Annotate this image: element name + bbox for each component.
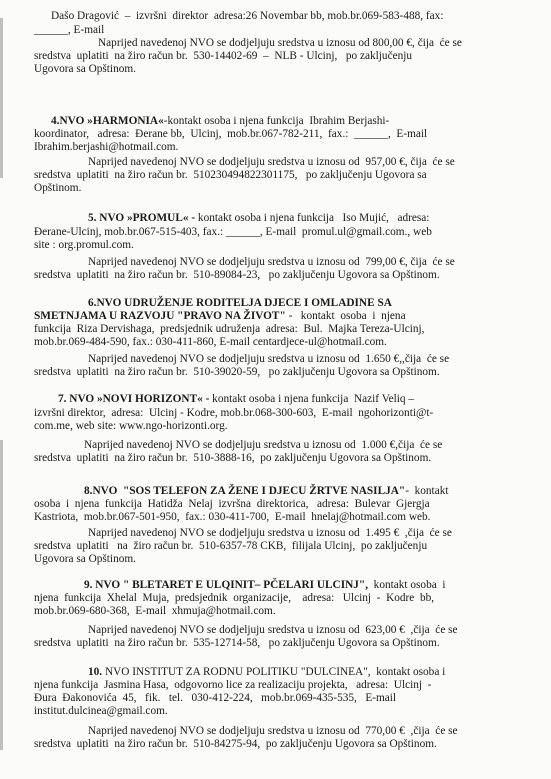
entry-contact-line: Ibrahim.berjashi@hotmail.com.: [34, 141, 179, 153]
entry-heading: 8.NVO "SOS TELEFON ZA ŽENE I DJECU ŽRTVE NASILJA": [84, 485, 406, 497]
entry-contact-line: Đerane-Ulcinj, mob.br.067-515-403, fax.: ______, E-mail promul.ul@gmail.com., web: [34, 226, 432, 238]
entry-heading: 5. NVO »PROMUL« -: [88, 212, 196, 224]
entry-contact-line: site : org.promul.com.: [34, 239, 134, 251]
entry-contact-line: Kastriota, mob.br.067-501-950, fax.: 030-411-700, E-mail hnelaj@hotmail.com web.: [34, 511, 431, 523]
entry-contact-line: Dašo Dragović – izvršni direktor adresa:26 Novembar bb, mob.br.069-583-488, fax:: [51, 10, 444, 22]
entry-first-line: [84, 579, 446, 592]
entry-contact-line: institut.dulcinea@gmail.com.: [34, 705, 168, 717]
entry-contact-line: izvršni direktor, adresa: Ulcinj - Kodre, mob.br.068-300-603, E-mail ngohorizonti@t-: [34, 407, 434, 419]
entry-payment-line: sredstva uplatiti na žiro račun br. 510-3888-16, po zaključenju Ugovora sa Opštinom.: [34, 452, 432, 464]
entry-payment-line: Naprijed navedenoj NVO se dodjeljuju sredstva u iznosu od 1.650 €,,čija će se: [88, 353, 450, 365]
entry-first-line: [88, 212, 429, 225]
entry-payment-line: sredstva uplatiti na žiro račun br. 510230494822301175, po zaključenju Ugovora sa: [34, 169, 427, 181]
entry-contact-line: osoba i njena funkcija Hatidža Nelaj izvršna direktorica, adresa: Bulevar Gjergja: [34, 498, 430, 510]
entry-first-line: [88, 666, 445, 679]
entry-first-line: [84, 485, 449, 498]
entry-contact-line: kontakt osoba i: [368, 579, 446, 591]
entry-payment-line: sredstva uplatiti na žiro račun br. 510-84275-94, po zaključenju Ugovora sa Opštinom.: [34, 738, 437, 750]
entry-heading: 4.NVO »HARMONIA«: [51, 115, 164, 127]
entry-payment-line: Ugovora sa Opštinom.: [34, 553, 136, 565]
entry-payment-line: Naprijed navedenoj NVO se dodjeljuju sredstva u iznosu od 770,00 € ,čija će se: [88, 725, 458, 737]
entry-contact-line: ______, E-mail: [34, 24, 105, 36]
entry-first-line: [51, 115, 389, 128]
entry-payment-line: Naprijed navedenoj NVO se dodjeljuju sredstva u iznosu od 800,00 €, čija će se: [98, 37, 462, 49]
scan-edge-mark: [0, 440, 3, 750]
entry-first-line: [58, 393, 414, 406]
entry-payment-line: Naprijed navedenoj NVO se dodjeljuju sredstva u iznosu od 799,00 €, čija će se: [88, 256, 455, 268]
entry-payment-line: Naprijed navedenoj NVO se dodjeljuju sredstva u iznosu od 623,00 € ,čija će se: [88, 624, 458, 636]
entry-payment-line: sredstva uplatiti na žiro račun br. 510-39020-59, po zaključenju Ugovora sa Opštinom.: [34, 366, 440, 378]
entry-contact-line: -kontakt osoba i njena funkcija Ibrahim Berjashi-: [163, 115, 390, 127]
entry-contact-line: Đura Đakonovića 45, fik. tel. 030-412-224, mob.br.069-435-535, E-mail: [34, 692, 397, 704]
entry-heading: 6.NVO UDRUŽENJE RODITELJA DJECE I OMLADINE SA: [88, 297, 392, 309]
entry-payment-line: sredstva uplatiti na žiro račun br. 510-6357-78 CKB, filijala Ulcinj, po zaključenju: [34, 540, 428, 552]
entry-contact-line: kontakt osoba i njena funkcija Iso Mujić, adresa:: [195, 212, 430, 224]
entry-payment-line: Naprijed navedenoj NVO se dodjeljuju sredstva u iznosu od 1.495 € ,čija će se: [88, 527, 452, 539]
entry-contact-line: kontakt osoba i njena funkcija Nazif Veliq –: [209, 393, 415, 405]
entry-payment-line: Naprijed navedenoj NVO se dodjeljuju sredstva u iznosu od 1.000 €,čija će se: [84, 439, 443, 451]
entry-payment-line: Ugovora sa Opštinom.: [34, 63, 136, 75]
entry-contact-line: - kontakt osoba i njena: [285, 310, 406, 322]
entry-contact-line: njena funkcija Xhelal Muja, predsjednik organizacije, adresa: Ulcinj - Kodre bb,: [34, 592, 435, 604]
entry-heading: SMETNJAMA U RAZVOJU "PRAVO NA ŽIVOT": [34, 310, 286, 322]
entry-contact-line: njena funkcija Jasmina Hasa, odgovorno lice za realizaciju projekta, adresa: Ulcinj -: [34, 679, 432, 691]
scan-edge-mark: [0, 18, 3, 178]
entry-contact-line: koordinator, adresa: Đerane bb, Ulcinj, mob.br.067-782-211, fax.: ______, E-mail: [34, 128, 428, 140]
entry-payment-line: Naprijed navedenoj NVO se dodjeljuju sredstva u iznosu od 957,00 €, čija će se: [88, 156, 455, 168]
entry-payment-line: sredstva uplatiti na žiro račun br. 510-89084-23, po zaključenju Ugovora sa Opštinom.: [34, 269, 440, 281]
entry-payment-line: Opštinom.: [34, 182, 82, 194]
entry-contact-line: mob.br.069-484-590, fax.: 030-411-860, E-mail centardjece-ul@hotmail.com.: [34, 336, 387, 348]
entry-payment-line: sredstva uplatiti na žiro račun br. 530-14402-69 – NLB - Ulcinj, po zaključenju: [34, 50, 413, 62]
entry-contact-line: mob.br.069-680-368, E-mail xhmuja@hotmail.com.: [34, 605, 276, 617]
entry-first-line: [34, 310, 406, 323]
entry-contact-line: funkcija Riza Dervishaga, predsjednik udruženja adresa: Bul. Majka Tereza-Ulcinj,: [34, 323, 425, 335]
entry-heading: 9. NVO " BLETARET E ULQINIT– PČELARI ULCINJ",: [84, 579, 369, 591]
entry-heading: 7. NVO »NOVI HORIZONT« -: [58, 393, 210, 405]
entry-heading: 10.: [88, 666, 103, 678]
entry-contact-line: NVO INSTITUT ZA RODNU POLITIKU "DULCINEA", kontakt osoba i: [102, 666, 446, 678]
entry-contact-line: - kontakt: [405, 485, 449, 497]
entry-contact-line: com.me, web site: www.ngo-horizonti.org.: [34, 420, 228, 432]
entry-payment-line: sredstva uplatiti na žiro račun br. 535-12714-58, po zaključenju Ugovora sa Opštinom.: [34, 637, 440, 649]
